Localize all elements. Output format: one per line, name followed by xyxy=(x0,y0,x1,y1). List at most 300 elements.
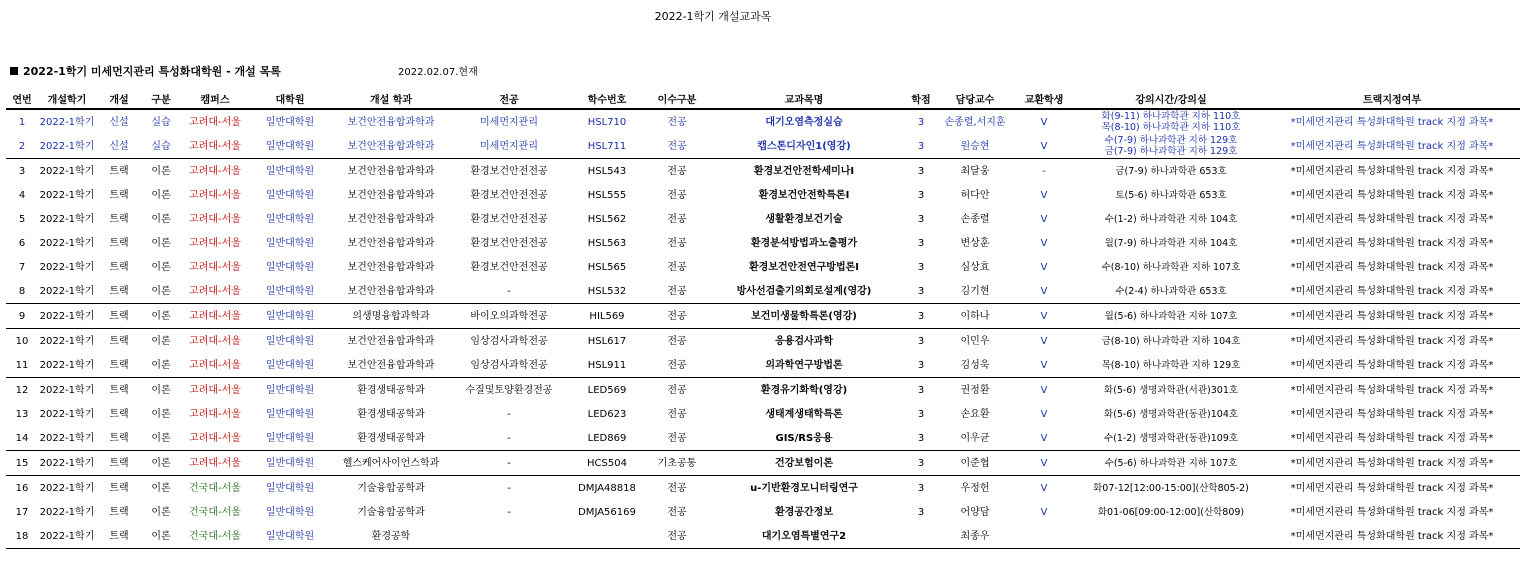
cell-campus: 고려대-서울 xyxy=(189,116,241,128)
column-header-major: 전공 xyxy=(452,88,566,109)
cell-major: 환경보건안전전공 xyxy=(470,189,548,201)
cell-seq: 7 xyxy=(18,261,26,273)
cell-type: 이론 xyxy=(151,189,171,201)
cell-opening: 트랙 xyxy=(96,304,142,329)
cell-schedule: 수(2-4) 하나과학관 653호 xyxy=(1115,285,1227,297)
cell-grad-school: 일반대학원 xyxy=(265,359,315,371)
cell-campus: 고려대-서울 xyxy=(180,159,250,184)
cell-grad-school: 일반대학원 xyxy=(265,432,315,444)
table-row xyxy=(6,207,1520,231)
cell-schedule: 수(1-2) 하나과학관 지하 104호 xyxy=(1104,213,1238,225)
cell-opening: 트랙 xyxy=(96,378,142,403)
cell-seq: 3 xyxy=(6,159,38,184)
cell-credits: 3 xyxy=(917,189,925,201)
table-row xyxy=(6,183,1520,207)
cell-major: 바이오의과학전공 xyxy=(452,304,566,329)
cell-professor: 최달웅 xyxy=(940,159,1010,184)
column-header-grad-school: 대학원 xyxy=(250,88,330,109)
cell-schedule: 화01-06[09:00-12:00](산학809) xyxy=(1097,506,1245,518)
column-header-type: 구분 xyxy=(142,88,180,109)
cell-department: 보건안전융합과학과 xyxy=(347,359,435,371)
cell-credits: 3 xyxy=(917,285,925,297)
cell-department: 보건안전융합과학과 xyxy=(347,140,435,152)
cell-credits: 3 xyxy=(917,237,925,249)
cell-category: 전공 xyxy=(648,159,706,184)
cell-grad-school: 일반대학원 xyxy=(265,189,315,201)
cell-professor: 김기현 xyxy=(960,285,990,297)
cell-track: *미세먼지관리 특성화대학원 track 지정 과목* xyxy=(1290,237,1494,249)
cell-campus: 고려대-서울 xyxy=(189,213,241,225)
column-header-department: 개설 학과 xyxy=(330,88,452,109)
cell-seq: 4 xyxy=(18,189,26,201)
cell-course-name: 생활환경보건기술 xyxy=(765,213,843,225)
column-header-opening: 개설 xyxy=(96,88,142,109)
cell-semester: 2022-1학기 xyxy=(39,237,95,249)
cell-course-name: 생태계생태학특론 xyxy=(765,408,843,420)
cell-campus: 고려대-서울 xyxy=(189,359,241,371)
cell-campus: 고려대-서울 xyxy=(189,261,241,273)
cell-exchange: V xyxy=(1040,140,1048,152)
cell-department: 환경생태공학과 xyxy=(357,432,425,444)
cell-course-code: HSL565 xyxy=(587,261,627,273)
cell-course-name: 환경분석방법과노출평가 xyxy=(750,237,858,249)
cell-major: 미세먼지관리 xyxy=(480,140,538,152)
cell-credits: 3 xyxy=(917,116,925,128)
cell-opening: 트랙 xyxy=(109,359,129,371)
cell-category: 전공 xyxy=(648,476,706,501)
cell-type: 이론 xyxy=(142,476,180,501)
cell-track: *미세먼지관리 특성화대학원 track 지정 과목* xyxy=(1290,408,1494,420)
cell-grad-school: 일반대학원 xyxy=(265,285,315,297)
cell-track: *미세먼지관리 특성화대학원 track 지정 과목* xyxy=(1264,378,1520,403)
cell-exchange: V xyxy=(1040,237,1048,249)
table-body xyxy=(6,109,1520,549)
column-header-campus: 캠퍼스 xyxy=(180,88,250,109)
cell-semester: 2022-1학기 xyxy=(39,432,95,444)
cell-track: *미세먼지관리 특성화대학원 track 지정 과목* xyxy=(1290,140,1494,152)
cell-course-code: HSL710 xyxy=(587,116,627,128)
cell-schedule: 월(7-9) 하나과학관 지하 104호 xyxy=(1104,237,1238,249)
cell-professor: 권정환 xyxy=(940,378,1010,403)
cell-category: 전공 xyxy=(667,140,687,152)
cell-credits: 3 xyxy=(917,213,925,225)
cell-type: 이론 xyxy=(151,506,171,518)
cell-semester: 2022-1학기 xyxy=(39,189,95,201)
cell-credits: 3 xyxy=(902,378,940,403)
cell-type: 이론 xyxy=(151,237,171,249)
cell-seq: 5 xyxy=(18,213,26,225)
cell-professor: 이민우 xyxy=(940,329,1010,354)
cell-exchange: V xyxy=(1040,213,1048,225)
column-header-credits: 학점 xyxy=(902,88,940,109)
header-row xyxy=(6,88,1520,109)
cell-semester: 2022-1학기 xyxy=(39,140,95,152)
cell-semester: 2022-1학기 xyxy=(38,524,96,549)
cell-campus: 고려대-서울 xyxy=(189,432,241,444)
cell-track: *미세먼지관리 특성화대학원 track 지정 과목* xyxy=(1290,116,1494,128)
cell-course-code: DMJA48818 xyxy=(566,476,648,501)
cell-department: 보건안전융합과학과 xyxy=(347,237,435,249)
cell-seq: 11 xyxy=(15,359,29,371)
table-row xyxy=(6,255,1520,279)
cell-course-code: LED623 xyxy=(587,408,627,420)
cell-grad-school: 일반대학원 xyxy=(265,408,315,420)
cell-category: 전공 xyxy=(667,506,687,518)
cell-department: 보건안전융합과학과 xyxy=(330,329,452,354)
column-header-exchange: 교환학생 xyxy=(1010,88,1078,109)
cell-campus: 고려대-서울 xyxy=(189,189,241,201)
schedule-line: 화(9-11) 하나과학관 지하 110호 xyxy=(1101,111,1241,122)
schedule-line: 목(8-10) 하나과학관 지하 110호 xyxy=(1101,122,1241,133)
cell-seq: 9 xyxy=(6,304,38,329)
cell-department: 보건안전융합과학과 xyxy=(347,189,435,201)
cell-campus: 건국대-서울 xyxy=(189,506,241,518)
column-header-track: 트랙지정여부 xyxy=(1264,88,1520,109)
cell-seq: 10 xyxy=(6,329,38,354)
cell-exchange: V xyxy=(1040,189,1048,201)
cell-opening: 트랙 xyxy=(96,159,142,184)
cell-course-code xyxy=(566,524,648,549)
cell-major xyxy=(452,524,566,549)
cell-grad-school: 일반대학원 xyxy=(250,451,330,476)
cell-professor: 원승현 xyxy=(960,140,990,152)
cell-semester: 2022-1학기 xyxy=(39,359,95,371)
cell-exchange: V xyxy=(1040,285,1048,297)
cell-exchange: V xyxy=(1040,432,1048,444)
table-row xyxy=(6,451,1520,476)
cell-exchange: V xyxy=(1010,451,1078,476)
cell-track: *미세먼지관리 특성화대학원 track 지정 과목* xyxy=(1264,304,1520,329)
cell-exchange: V xyxy=(1010,476,1078,501)
cell-seq: 6 xyxy=(18,237,26,249)
cell-category: 전공 xyxy=(648,378,706,403)
cell-course-name: 응용검사과학 xyxy=(706,329,902,354)
cell-type: 이론 xyxy=(142,451,180,476)
cell-schedule: 금(8-10) 하나과학관 지하 104호 xyxy=(1078,329,1264,354)
cell-grad-school: 일반대학원 xyxy=(265,116,315,128)
cell-grad-school: 일반대학원 xyxy=(250,304,330,329)
cell-course-code: LED869 xyxy=(587,432,627,444)
cell-semester: 2022-1학기 xyxy=(38,378,96,403)
cell-exchange: V xyxy=(1010,329,1078,354)
cell-professor: 김성욱 xyxy=(960,359,990,371)
section-heading xyxy=(10,63,281,79)
cell-major: 미세먼지관리 xyxy=(480,116,538,128)
table-row xyxy=(6,378,1520,403)
cell-opening: 트랙 xyxy=(96,329,142,354)
page-title: 2022-1학기 개설교과목 xyxy=(654,10,772,23)
cell-campus: 건국대-서울 xyxy=(180,524,250,549)
cell-category: 기초공통 xyxy=(648,451,706,476)
cell-course-code: HSL563 xyxy=(587,237,627,249)
cell-department: 환경공학 xyxy=(330,524,452,549)
column-header-schedule: 강의시간/강의실 xyxy=(1078,88,1264,109)
cell-schedule: 토(5-6) 하나과학관 653호 xyxy=(1115,189,1227,201)
cell-track: *미세먼지관리 특성화대학원 track 지정 과목* xyxy=(1264,476,1520,501)
cell-campus: 고려대-서울 xyxy=(180,378,250,403)
table-row xyxy=(6,159,1520,184)
cell-major: 환경보건안전전공 xyxy=(452,159,566,184)
table-row xyxy=(6,134,1520,159)
cell-semester: 2022-1학기 xyxy=(38,159,96,184)
cell-schedule xyxy=(1078,524,1264,549)
cell-major: 환경보건안전전공 xyxy=(470,261,548,273)
cell-opening: 트랙 xyxy=(96,451,142,476)
cell-campus: 고려대-서울 xyxy=(189,285,241,297)
cell-category: 전공 xyxy=(667,432,687,444)
cell-category: 전공 xyxy=(648,304,706,329)
cell-credits: 3 xyxy=(902,476,940,501)
cell-semester: 2022-1학기 xyxy=(39,261,95,273)
cell-department: 헬스케어사이언스학과 xyxy=(330,451,452,476)
cell-department: 보건안전융합과학과 xyxy=(347,285,435,297)
column-header-course-code: 학수번호 xyxy=(566,88,648,109)
cell-exchange: V xyxy=(1040,408,1048,420)
cell-category: 전공 xyxy=(667,359,687,371)
table-row xyxy=(6,279,1520,304)
cell-schedule: 화(5-6) 생명과학관(서관)301호 xyxy=(1078,378,1264,403)
cell-semester: 2022-1학기 xyxy=(38,329,96,354)
cell-campus: 고려대-서울 xyxy=(180,451,250,476)
cell-exchange: V xyxy=(1040,506,1048,518)
table-header xyxy=(6,88,1520,109)
cell-credits: 3 xyxy=(902,304,940,329)
cell-credits: 3 xyxy=(917,408,925,420)
cell-opening: 트랙 xyxy=(109,261,129,273)
cell-track: *미세먼지관리 특성화대학원 track 지정 과목* xyxy=(1290,261,1494,273)
cell-professor: 이준협 xyxy=(940,451,1010,476)
cell-track: *미세먼지관리 특성화대학원 track 지정 과목* xyxy=(1290,189,1494,201)
cell-professor: 손종렬 xyxy=(960,213,990,225)
cell-schedule: 월(5-6) 하나과학관 지하 107호 xyxy=(1078,304,1264,329)
cell-credits xyxy=(902,524,940,549)
cell-course-name: 환경보건안전학세미나Ⅰ xyxy=(706,159,902,184)
cell-category: 전공 xyxy=(648,329,706,354)
cell-major: - xyxy=(452,451,566,476)
cell-seq: 16 xyxy=(6,476,38,501)
cell-type: 이론 xyxy=(142,378,180,403)
cell-major: - xyxy=(507,432,511,444)
cell-course-name: 환경보건안전학특론Ⅰ xyxy=(758,189,850,201)
column-header-seq: 연번 xyxy=(6,88,38,109)
cell-opening: 트랙 xyxy=(109,189,129,201)
cell-course-name: u-기반환경모니터링연구 xyxy=(706,476,902,501)
cell-type: 이론 xyxy=(151,285,171,297)
cell-department: 보건안전융합과학과 xyxy=(347,213,435,225)
cell-professor: 이하나 xyxy=(940,304,1010,329)
cell-track: *미세먼지관리 특성화대학원 track 지정 과목* xyxy=(1264,451,1520,476)
cell-professor: 이우균 xyxy=(960,432,990,444)
cell-course-code: HSL555 xyxy=(587,189,627,201)
cell-campus: 건국대-서울 xyxy=(180,476,250,501)
cell-opening: 신설 xyxy=(109,116,129,128)
cell-professor: 우정헌 xyxy=(940,476,1010,501)
cell-schedule xyxy=(1078,109,1264,134)
cell-category: 전공 xyxy=(648,524,706,549)
cell-seq: 13 xyxy=(15,408,29,420)
cell-grad-school: 일반대학원 xyxy=(265,213,315,225)
cell-campus: 고려대-서울 xyxy=(189,408,241,420)
cell-course-code: LED569 xyxy=(566,378,648,403)
table-row xyxy=(6,402,1520,426)
cell-course-name: 환경보건안전연구방법론Ⅰ xyxy=(749,261,859,273)
cell-department: 기술융합공학과 xyxy=(357,506,425,518)
table-row xyxy=(6,524,1520,549)
table-row xyxy=(6,426,1520,451)
cell-department: 환경생태공학과 xyxy=(357,408,425,420)
cell-type: 이론 xyxy=(142,304,180,329)
cell-course-code: HSL543 xyxy=(566,159,648,184)
cell-seq: 18 xyxy=(6,524,38,549)
cell-category: 전공 xyxy=(667,116,687,128)
section-heading-text: 2022-1학기 미세먼지관리 특성화대학원 - 개설 목록 xyxy=(23,65,281,78)
cell-professor: 어양담 xyxy=(960,506,990,518)
table-row xyxy=(6,109,1520,134)
cell-opening: 트랙 xyxy=(96,524,142,549)
cell-exchange: V xyxy=(1010,304,1078,329)
cell-type: 이론 xyxy=(151,359,171,371)
cell-semester: 2022-1학기 xyxy=(38,476,96,501)
table-row xyxy=(6,231,1520,255)
cell-credits: 3 xyxy=(917,432,925,444)
cell-seq: 8 xyxy=(18,285,26,297)
cell-course-code: HSL532 xyxy=(587,285,627,297)
cell-type: 이론 xyxy=(151,432,171,444)
cell-schedule: 목(8-10) 하나과학관 지하 129호 xyxy=(1101,359,1241,371)
cell-seq: 14 xyxy=(15,432,29,444)
cell-exchange: V xyxy=(1040,359,1048,371)
cell-department: 환경생태공학과 xyxy=(330,378,452,403)
cell-grad-school: 일반대학원 xyxy=(265,506,315,518)
cell-type: 실습 xyxy=(151,116,171,128)
cell-opening: 트랙 xyxy=(109,506,129,518)
cell-department: 보건안전융합과학과 xyxy=(330,159,452,184)
cell-course-code: HCS504 xyxy=(566,451,648,476)
cell-exchange: V xyxy=(1040,261,1048,273)
cell-department: 보건안전융합과학과 xyxy=(347,116,435,128)
cell-course-code: HSL617 xyxy=(566,329,648,354)
cell-track: *미세먼지관리 특성화대학원 track 지정 과목* xyxy=(1264,329,1520,354)
cell-semester: 2022-1학기 xyxy=(39,408,95,420)
cell-semester: 2022-1학기 xyxy=(39,506,95,518)
cell-category: 전공 xyxy=(667,237,687,249)
cell-course-name: 대기오염측정실습 xyxy=(765,116,843,128)
cell-schedule xyxy=(1078,134,1264,159)
cell-course-code: DMJA56169 xyxy=(578,506,636,518)
cell-course-name: 캡스톤디자인1(영강) xyxy=(757,140,851,152)
cell-track: *미세먼지관리 특성화대학원 track 지정 과목* xyxy=(1290,359,1494,371)
column-header-category: 이수구분 xyxy=(648,88,706,109)
cell-semester: 2022-1학기 xyxy=(39,116,95,128)
cell-department: 기술융합공학과 xyxy=(330,476,452,501)
cell-campus: 고려대-서울 xyxy=(189,237,241,249)
cell-track: *미세먼지관리 특성화대학원 track 지정 과목* xyxy=(1264,159,1520,184)
cell-opening: 트랙 xyxy=(109,213,129,225)
cell-schedule: 수(1-2) 생명과학관(동관)109호 xyxy=(1103,432,1239,444)
cell-major: - xyxy=(507,408,511,420)
cell-major: 수질및토양환경전공 xyxy=(452,378,566,403)
cell-major: 임상검사과학전공 xyxy=(452,329,566,354)
cell-major: - xyxy=(452,476,566,501)
cell-grad-school: 일반대학원 xyxy=(250,378,330,403)
cell-semester: 2022-1학기 xyxy=(39,213,95,225)
cell-track: *미세먼지관리 특성화대학원 track 지정 과목* xyxy=(1290,506,1494,518)
cell-grad-school: 일반대학원 xyxy=(250,329,330,354)
cell-credits: 3 xyxy=(917,359,925,371)
cell-course-name: 대기오염특별연구2 xyxy=(706,524,902,549)
cell-course-name: 의과학연구방법론 xyxy=(765,359,843,371)
cell-seq: 12 xyxy=(6,378,38,403)
cell-grad-school: 일반대학원 xyxy=(265,237,315,249)
cell-category: 전공 xyxy=(667,189,687,201)
cell-credits: 3 xyxy=(902,159,940,184)
table-row xyxy=(6,304,1520,329)
cell-course-code: HIL569 xyxy=(566,304,648,329)
table-row xyxy=(6,329,1520,354)
cell-professor: 심상효 xyxy=(960,261,990,273)
cell-professor: 변상훈 xyxy=(960,237,990,249)
cell-opening: 트랙 xyxy=(109,432,129,444)
cell-opening: 트랙 xyxy=(109,237,129,249)
cell-type: 이론 xyxy=(142,329,180,354)
cell-course-name: 건강보험이론 xyxy=(706,451,902,476)
cell-major: - xyxy=(507,285,511,297)
cell-track: *미세먼지관리 특성화대학원 track 지정 과목* xyxy=(1290,285,1494,297)
cell-semester: 2022-1학기 xyxy=(38,304,96,329)
cell-professor: 손종렬,서지훈 xyxy=(944,116,1006,128)
cell-campus: 고려대-서울 xyxy=(180,304,250,329)
table-row xyxy=(6,500,1520,524)
cell-type: 이론 xyxy=(142,524,180,549)
cell-course-name: 방사선검출기의회로설계(영강) xyxy=(736,285,872,297)
cell-course-name: GIS/RS응용 xyxy=(775,432,833,444)
cell-department: 보건안전융합과학과 xyxy=(347,261,435,273)
cell-exchange: - xyxy=(1010,159,1078,184)
cell-type: 이론 xyxy=(142,159,180,184)
cell-type: 이론 xyxy=(151,213,171,225)
cell-seq: 2 xyxy=(18,140,26,152)
cell-grad-school: 일반대학원 xyxy=(250,476,330,501)
cell-credits: 3 xyxy=(917,506,925,518)
cell-opening: 트랙 xyxy=(96,476,142,501)
as-of-date: 2022.02.07.현재 xyxy=(398,67,478,78)
square-bullet-icon xyxy=(10,67,18,75)
cell-grad-school: 일반대학원 xyxy=(265,261,315,273)
cell-track: *미세먼지관리 특성화대학원 track 지정 과목* xyxy=(1290,213,1494,225)
cell-major: 환경보건안전전공 xyxy=(470,213,548,225)
cell-schedule: 수(8-10) 하나과학관 지하 107호 xyxy=(1101,261,1241,273)
column-header-semester: 개설학기 xyxy=(38,88,96,109)
cell-category: 전공 xyxy=(667,285,687,297)
cell-major: 환경보건안전전공 xyxy=(470,237,548,249)
cell-exchange: V xyxy=(1040,116,1048,128)
cell-schedule: 화(5-6) 생명과학관(동관)104호 xyxy=(1103,408,1239,420)
table-row xyxy=(6,353,1520,378)
cell-category: 전공 xyxy=(667,408,687,420)
course-table xyxy=(6,88,1520,549)
cell-seq: 1 xyxy=(18,116,26,128)
column-header-course-name: 교과목명 xyxy=(706,88,902,109)
schedule-line: 금(7-9) 하나과학관 지하 129호 xyxy=(1104,146,1238,157)
cell-course-code: HSL562 xyxy=(587,213,627,225)
cell-grad-school: 일반대학원 xyxy=(250,524,330,549)
cell-credits: 3 xyxy=(917,140,925,152)
cell-major: 임상검사과학전공 xyxy=(470,359,548,371)
cell-professor: 허다안 xyxy=(960,189,990,201)
column-header-professor: 담당교수 xyxy=(940,88,1010,109)
cell-semester: 2022-1학기 xyxy=(39,285,95,297)
cell-credits: 3 xyxy=(902,451,940,476)
